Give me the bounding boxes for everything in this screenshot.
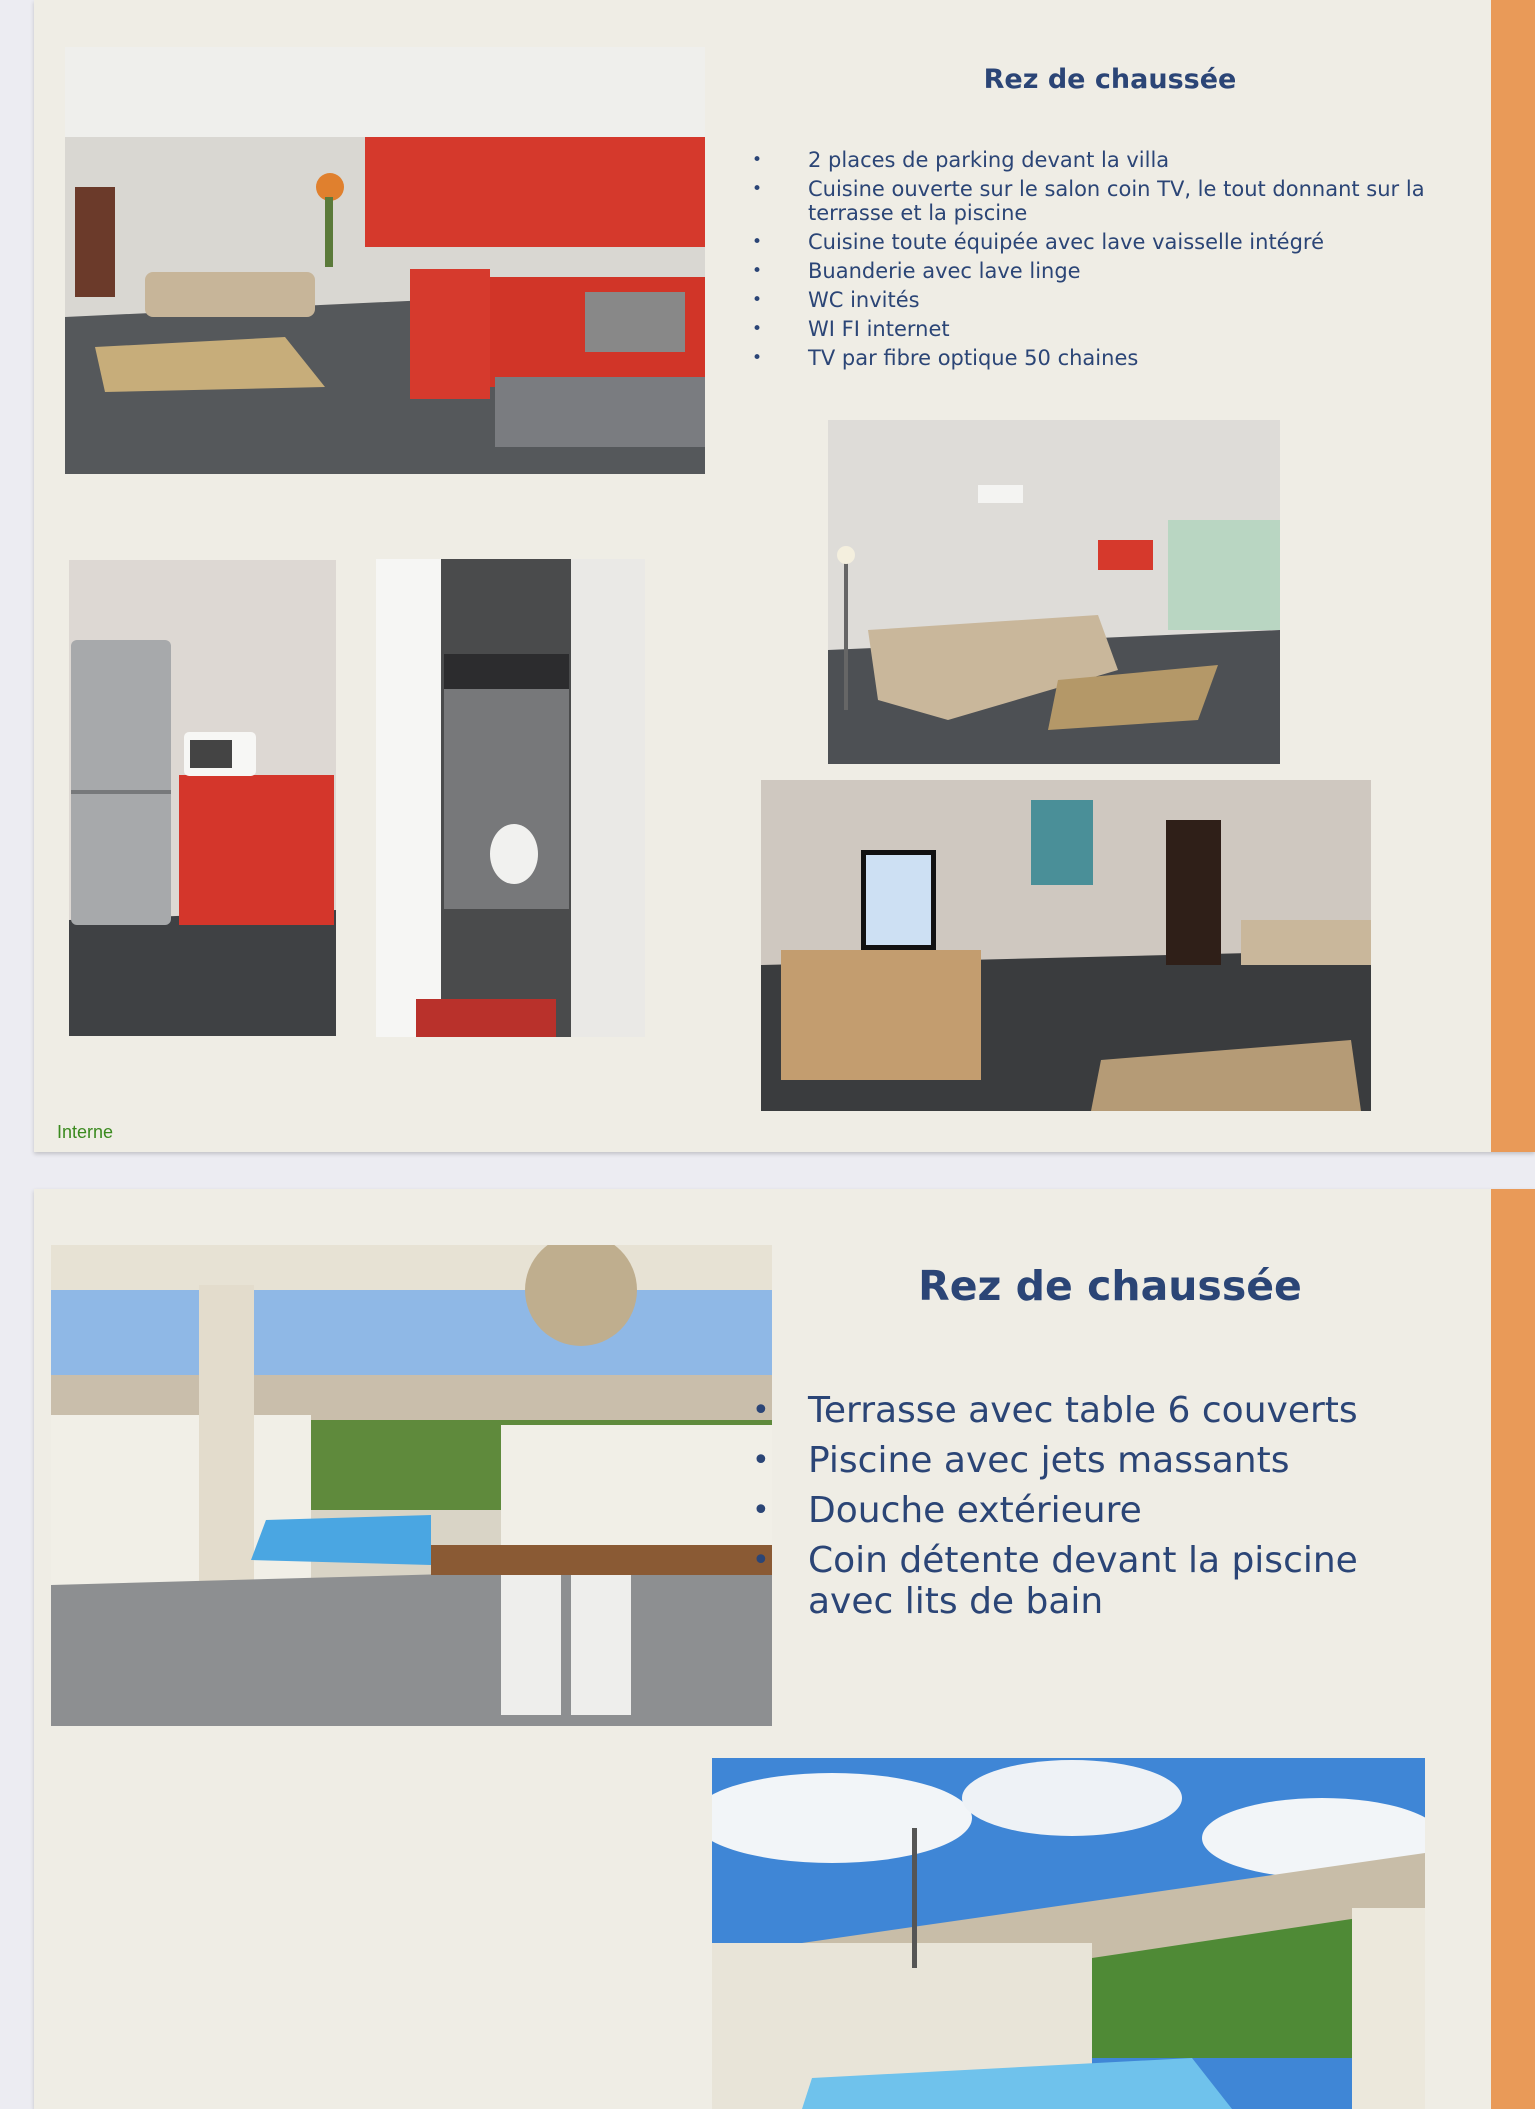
slide-2-title: Rez de chaussée: [918, 1262, 1302, 1310]
slide-1-title: Rez de chaussée: [983, 64, 1237, 95]
feature-bullet: • Piscine avec jets massants: [808, 1440, 1448, 1481]
feature-bullet: • WI FI internet: [808, 317, 1448, 341]
photo-fridge-laundry: [69, 560, 336, 1036]
slide-2-feature-list: [808, 1390, 1448, 1631]
slide-1-feature-list: [808, 148, 1448, 375]
feature-bullet: • Coin détente devant la piscine avec lits de bain: [808, 1540, 1448, 1622]
slide-accent-bar: [1491, 1189, 1535, 2109]
feature-bullet: • Terrasse avec table 6 couverts: [808, 1390, 1448, 1431]
photo-guest-wc: [376, 559, 645, 1037]
photo-tv-corner: [761, 780, 1371, 1111]
photo-pool-garden: [712, 1758, 1425, 2109]
feature-bullet: • Cuisine ouverte sur le salon coin TV, le tout donnant sur la terrasse et la piscine: [808, 177, 1448, 225]
feature-bullet: • Douche extérieure: [808, 1490, 1448, 1531]
photo-kitchen-living: [65, 47, 705, 474]
feature-bullet: • Cuisine toute équipée avec lave vaisselle intégré: [808, 230, 1448, 254]
footer-internal-label: Interne: [57, 1122, 114, 1142]
photo-terrace-dining: [51, 1245, 772, 1726]
photo-lounge-sofa: [828, 420, 1280, 764]
feature-bullet: • Buanderie avec lave linge: [808, 259, 1448, 283]
feature-bullet: • 2 places de parking devant la villa: [808, 148, 1448, 172]
slide-accent-bar: [1491, 0, 1535, 1152]
feature-bullet: • TV par fibre optique 50 chaines: [808, 346, 1448, 370]
feature-bullet: • WC invités: [808, 288, 1448, 312]
